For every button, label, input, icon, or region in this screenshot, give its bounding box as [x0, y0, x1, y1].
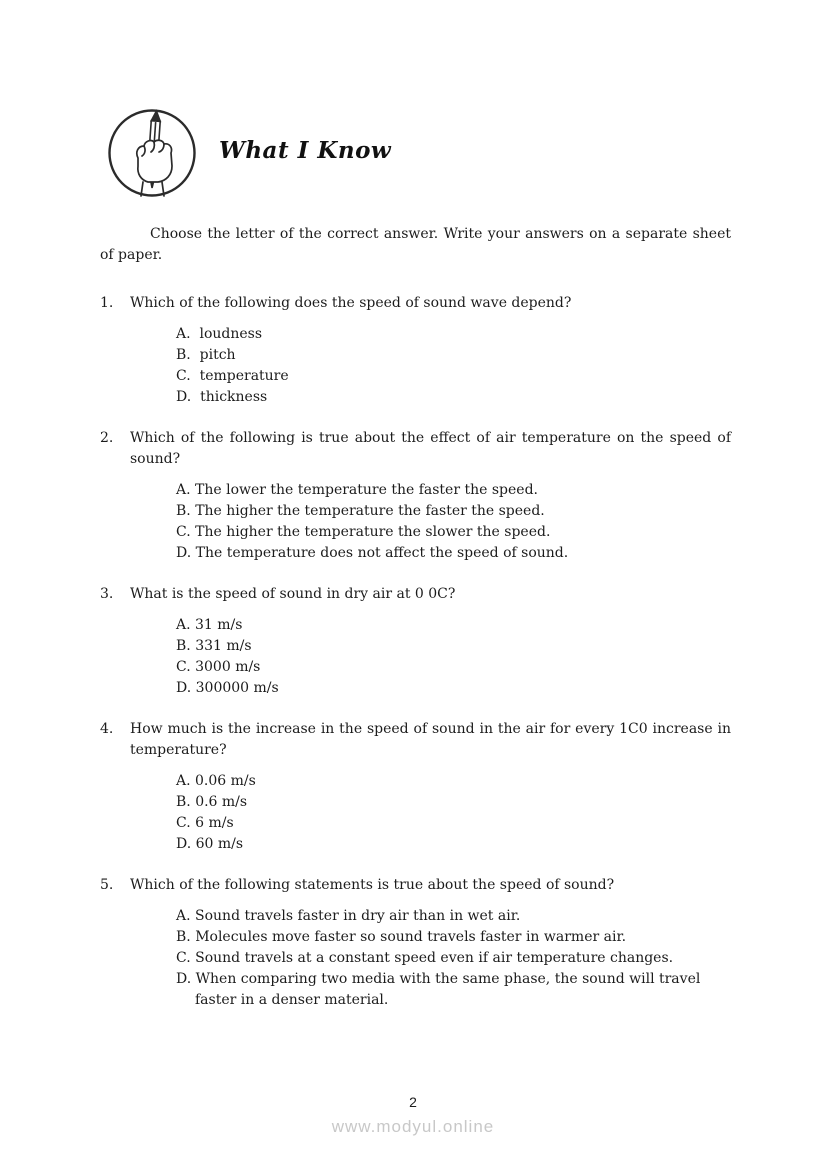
answer-options: [176, 615, 731, 699]
option-c: C. Sound travels at a constant speed even if air temperature changes.: [176, 950, 674, 966]
option-a: A. The lower the temperature the faster the speed.: [176, 482, 538, 498]
question-row: [100, 584, 731, 605]
question-number: 5.: [100, 877, 114, 893]
answer-options: [176, 771, 731, 855]
option-c: C. The higher the temperature the slower the speed.: [176, 524, 551, 540]
hand-writing-pencil-icon: [107, 108, 197, 198]
question-2: [100, 428, 731, 564]
question-row: [100, 293, 731, 314]
question-row: [100, 428, 731, 470]
answer-options: [176, 324, 731, 408]
question-text: What is the speed of sound in dry air at 0 0C?: [130, 586, 456, 602]
option-d: D. thickness: [176, 389, 268, 405]
option-a: A. 31 m/s: [176, 617, 243, 633]
question-5: [100, 875, 731, 1011]
page-number: 2: [409, 1094, 417, 1110]
watermark-url: www.modyul.online: [331, 1117, 495, 1136]
question-text: Which of the following is true about the effect of air temperature on the speed of sound?: [130, 430, 731, 467]
question-1: [100, 293, 731, 408]
question-number: 3.: [100, 586, 114, 602]
question-4: [100, 719, 731, 855]
option-d: D. 300000 m/s: [176, 680, 279, 696]
option-b: B. 0.6 m/s: [176, 794, 248, 810]
question-row: [100, 875, 731, 896]
question-text: Which of the following does the speed of sound wave depend?: [130, 295, 572, 311]
question-number: 1.: [100, 295, 114, 311]
question-list: [100, 293, 731, 1011]
option-c: C. 6 m/s: [176, 815, 234, 831]
option-b: B. The higher the temperature the faster the speed.: [176, 503, 545, 519]
question-3: [100, 584, 731, 699]
section-title: What I Know: [219, 136, 392, 164]
option-a: A. 0.06 m/s: [176, 773, 256, 789]
instructions-text: Choose the letter of the correct answer. Write your answers on a separate sheet of paper.: [100, 226, 731, 263]
option-b: B. Molecules move faster so sound travels faster in warmer air.: [176, 929, 627, 945]
option-d: D. The temperature does not affect the speed of sound.: [176, 545, 569, 561]
question-text: Which of the following statements is true about the speed of sound?: [130, 877, 615, 893]
question-row: [100, 719, 731, 761]
option-d: D. 60 m/s: [176, 836, 244, 852]
question-number: 2.: [100, 430, 114, 446]
option-c: C. 3000 m/s: [176, 659, 261, 675]
answer-options: [176, 906, 731, 1011]
option-b: B. pitch: [176, 347, 236, 363]
option-a: A. Sound travels faster in dry air than in wet air.: [176, 908, 521, 924]
question-text: How much is the increase in the speed of sound in the air for every 1C0 increase in temperature?: [130, 721, 731, 758]
answer-options: [176, 480, 731, 564]
option-d: D. When comparing two media with the same phase, the sound will travel faster in a denser material.: [176, 971, 705, 1008]
option-a: A. loudness: [176, 326, 263, 342]
question-number: 4.: [100, 721, 114, 737]
section-header: [107, 108, 731, 198]
option-b: B. 331 m/s: [176, 638, 252, 654]
option-c: C. temperature: [176, 368, 289, 384]
